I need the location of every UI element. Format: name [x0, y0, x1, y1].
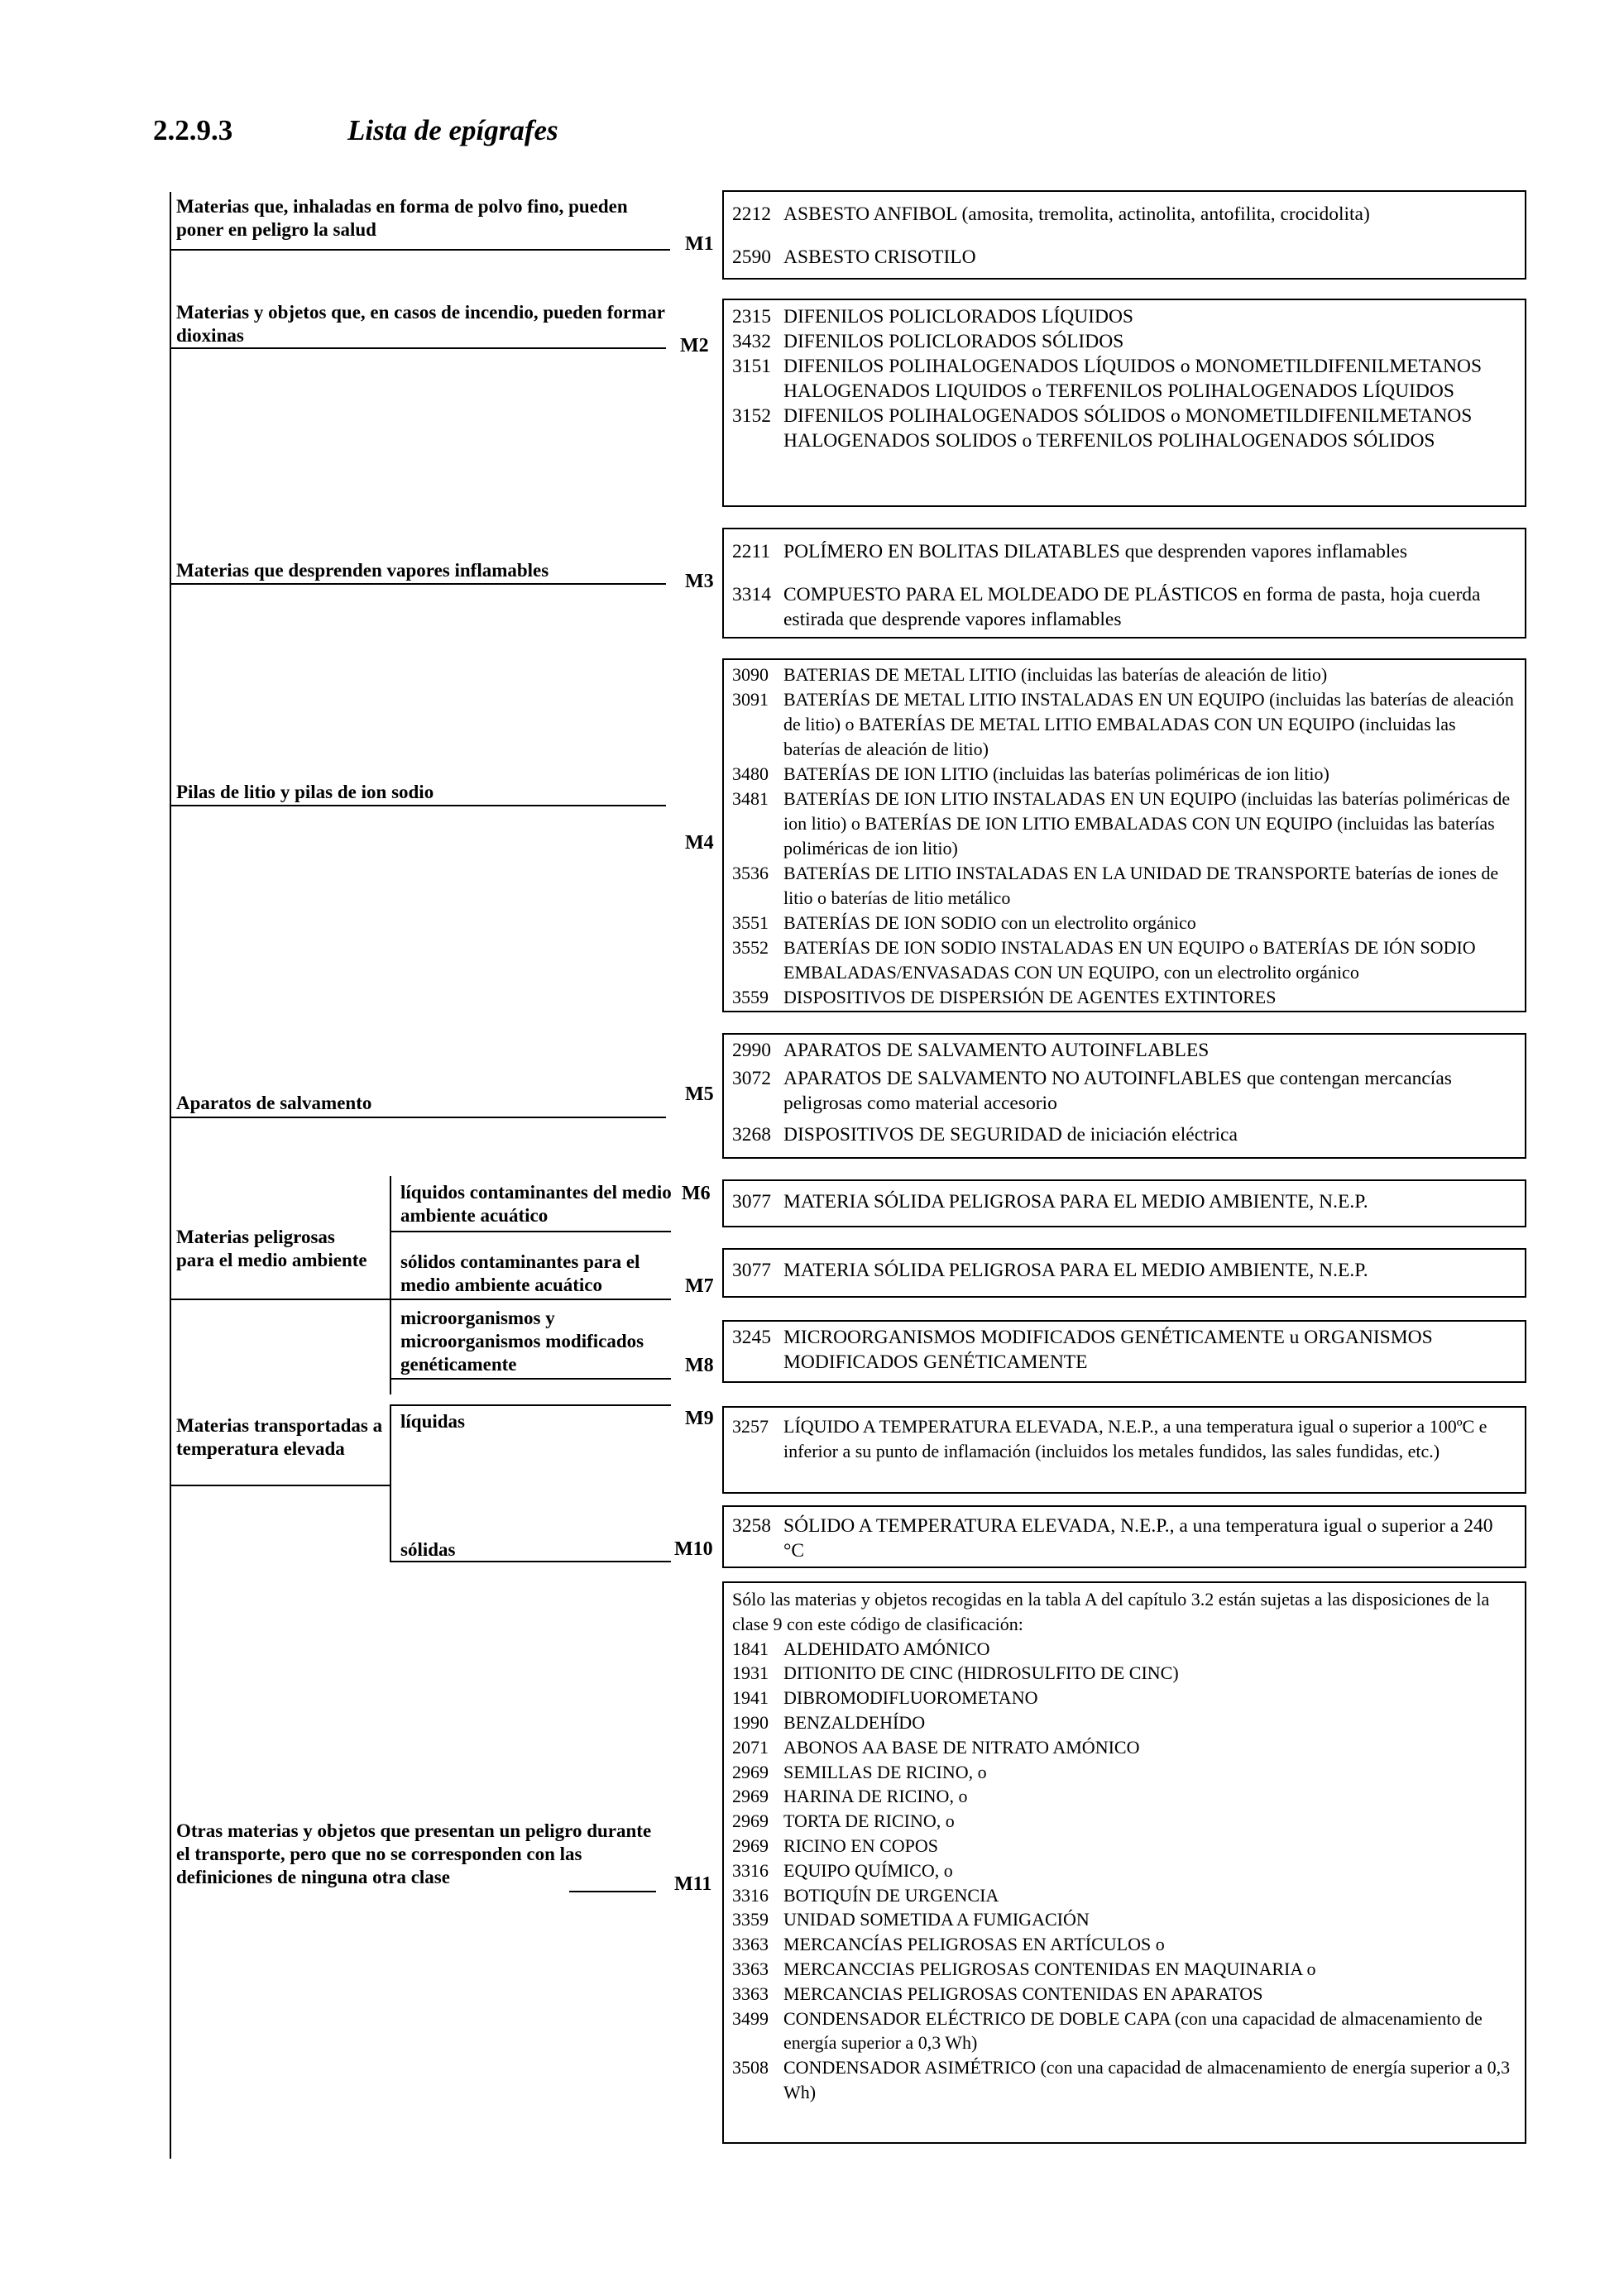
entry: 1941 DIBROMODIFLUOROMETANO [732, 1687, 1038, 1709]
entry: 3090 BATERIAS DE METAL LITIO (incluidas las baterías de aleación de litio) [732, 664, 1328, 685]
entries-box-m8 [722, 1320, 1526, 1383]
entry: 2969 SEMILLAS DE RICINO, o [732, 1761, 987, 1782]
group-label-temperature: Materias transportadas a temperatura elevada [176, 1415, 383, 1459]
entry: 3499 CONDENSADOR ELÉCTRICO DE DOBLE CAPA (con una capacidad de almacenamiento de energía superior a 0,3 Wh) [732, 2007, 1483, 2054]
code-m1: M1 [685, 233, 714, 255]
entry: 3359 UNIDAD SOMETIDA A FUMIGACIÓN [732, 1909, 1090, 1930]
entries-box-m11 [722, 1581, 1526, 2144]
entry: 3151 DIFENILOS POLIHALOGENADOS LÍQUIDOS o MONOMETILDIFENILMETANOS HALOGENADOS LIQUIDOS o TERFENILOS POLIHALOGENADOS LÍQUIDOS [732, 356, 1483, 402]
code-m4: M4 [685, 832, 714, 854]
entry: 3152 DIFENILOS POLIHALOGENADOS SÓLIDOS o MONOMETILDIFENILMETANOS HALOGENADOS SOLIDOS o TERFENILOS POLIHALOGENADOS SÓLIDOS [732, 405, 1473, 452]
entries-box-m3 [722, 528, 1526, 639]
tree-main-line [170, 192, 171, 2159]
entry: 3091 BATERÍAS DE METAL LITIO INSTALADAS EN UN EQUIPO (incluidas las baterías de aleación de litio) o BATERÍAS DE METAL LITIO EMBALADAS CON UN EQUIPO (incluidas las baterías de aleación de litio) [732, 689, 1514, 759]
code-m7: M7 [685, 1275, 714, 1297]
entries-box-m1 [722, 190, 1526, 280]
subgroup-label-m8: microorganismos y microorganismos modificados genéticamente [400, 1308, 644, 1375]
entry: 3559 DISPOSITIVOS DE DISPERSIÓN DE AGENTES EXTINTORES [732, 987, 1277, 1007]
subtree-line-environment [390, 1176, 391, 1394]
entry: 3363 MERCANCIAS PELIGROSAS CONTENIDAS EN APARATOS [732, 1983, 1263, 2004]
entry: 3481 BATERÍAS DE ION LITIO INSTALADAS EN UN EQUIPO (incluidas las baterías poliméricas de ion litio) o BATERÍAS DE ION LITIO EMBALADAS CON UN EQUIPO (incluidas las baterías poliméricas de ion litio) [732, 788, 1511, 859]
entry: 1841 ALDEHIDATO AMÓNICO [732, 1638, 990, 1659]
entry: 2969 TORTA DE RICINO, o [732, 1810, 955, 1832]
entry: 3072 APARATOS DE SALVAMENTO NO AUTOINFLABLES que contengan mercancías peligrosas como material accesorio [732, 1068, 1452, 1114]
entry: 3257 LÍQUIDO A TEMPERATURA ELEVADA, N.E.P., a una temperatura igual o superior a 100ºC e inferior a su punto de inflamación (incluidos los metales fundidos, las sales fundidas, etc.) [732, 1416, 1487, 1461]
entry: 3363 MERCANCÍAS PELIGROSAS EN ARTÍCULOS o [732, 1934, 1165, 1955]
subgroup-label-m7: sólidos contaminantes para el medio ambiente acuático [400, 1251, 640, 1295]
group-label-m3: Materias que desprenden vapores inflamables [176, 560, 549, 581]
entries-intro-m11: Sólo las materias y objetos recogidas en la tabla A del capítulo 3.2 están sujetas a las disposiciones de la clase 9 con este código de clasificación: [732, 1589, 1490, 1634]
entry: 3245 MICROORGANISMOS MODIFICADOS GENÉTICAMENTE u ORGANISMOS MODIFICADOS GENÉTICAMENTE [732, 1327, 1433, 1373]
entries-box-m4 [722, 658, 1526, 1012]
subgroup-underline-m7 [390, 1299, 671, 1300]
entry: 3314 COMPUESTO PARA EL MOLDEADO DE PLÁSTICOS en forma de pasta, hoja cuerda estirada que desprende vapores inflamables [732, 584, 1481, 630]
entry: 3551 BATERÍAS DE ION SODIO con un electrolito orgánico [732, 912, 1196, 933]
code-m3: M3 [685, 571, 714, 592]
entry: 3480 BATERÍAS DE ION LITIO (incluidas las baterías poliméricas de ion litio) [732, 763, 1329, 784]
group-label-environment: Materias peligrosas para el medio ambiente [176, 1227, 367, 1270]
group-underline-m2 [170, 347, 666, 349]
group-underline-temperature [170, 1485, 391, 1486]
entry: 2969 HARINA DE RICINO, o [732, 1786, 968, 1807]
subgroup-label-m6: líquidos contaminantes del medio ambiente acuático [400, 1182, 672, 1226]
subgroup-topline-m9 [390, 1404, 671, 1406]
subtree-line-temperature [390, 1404, 391, 1562]
group-label-m1: Materias que, inhaladas en forma de polvo fino, pueden poner en peligro la salud [176, 196, 628, 240]
entry: 3432 DIFENILOS POLICLORADOS SÓLIDOS [732, 331, 1124, 352]
subgroup-underline-m8 [390, 1378, 671, 1380]
code-m6: M6 [682, 1183, 711, 1204]
entry: 2211 POLÍMERO EN BOLITAS DILATABLES que desprenden vapores inflamables [732, 541, 1407, 562]
entry: 2590 ASBESTO CRISOTILO [732, 246, 976, 268]
entries-box-m9 [722, 1406, 1526, 1494]
subgroup-underline-m6 [390, 1231, 671, 1232]
entry: 2315 DIFENILOS POLICLORADOS LÍQUIDOS [732, 306, 1133, 328]
entry: 3552 BATERÍAS DE ION SODIO INSTALADAS EN UN EQUIPO o BATERÍAS DE IÓN SODIO EMBALADAS/ENVASADAS CON UN EQUIPO, con un electrolito orgánico [732, 937, 1476, 983]
entries-box-m10 [722, 1505, 1526, 1568]
entry: 3077 MATERIA SÓLIDA PELIGROSA PARA EL MEDIO AMBIENTE, N.E.P. [732, 1260, 1368, 1281]
entries-box-m5 [722, 1033, 1526, 1159]
entries-box-m6 [722, 1179, 1526, 1227]
code-m11: M11 [674, 1873, 712, 1895]
group-label-m4: Pilas de litio y pilas de ion sodio [176, 782, 434, 802]
entry: 3316 BOTIQUÍN DE URGENCIA [732, 1884, 999, 1906]
entry: 2990 APARATOS DE SALVAMENTO AUTOINFLABLES [732, 1040, 1210, 1061]
entry: 3258 SÓLIDO A TEMPERATURA ELEVADA, N.E.P., a una temperatura igual o superior a 240 °C [732, 1515, 1493, 1562]
code-m8: M8 [685, 1355, 714, 1376]
section-number: 2.2.9.3 [153, 114, 233, 146]
group-underline-m4 [170, 805, 666, 806]
entry: 2969 RICINO EN COPOS [732, 1834, 939, 1856]
group-label-m11: Otras materias y objetos que presentan un peligro durante el transporte, pero que no se corresponden con las definiciones de ninguna otra clase [176, 1820, 652, 1887]
group-underline-m3 [170, 583, 666, 585]
entry: 3268 DISPOSITIVOS DE SEGURIDAD de iniciación eléctrica [732, 1124, 1238, 1146]
subgroup-label-m10: sólidas [400, 1539, 456, 1560]
entry: 3363 MERCANCCIAS PELIGROSAS CONTENIDAS EN MAQUINARIA o [732, 1958, 1316, 1979]
group-underline-m5 [170, 1117, 666, 1118]
group-label-m2: Materias y objetos que, en casos de incendio, pueden formar dioxinas [176, 302, 665, 346]
entry: 1990 BENZALDEHÍDO [732, 1711, 926, 1733]
entry: 2071 ABONOS AA BASE DE NITRATO AMÓNICO [732, 1736, 1140, 1758]
group-underline-m1 [170, 249, 670, 251]
entry: 3316 EQUIPO QUÍMICO, o [732, 1859, 953, 1881]
code-m2: M2 [680, 335, 709, 356]
section-title: Lista de epígrafes [347, 114, 558, 146]
code-m9: M9 [685, 1408, 714, 1429]
entry: 2212 ASBESTO ANFIBOL (amosita, tremolita, actinolita, antofilita, crocidolita) [732, 203, 1370, 225]
entry: 3077 MATERIA SÓLIDA PELIGROSA PARA EL MEDIO AMBIENTE, N.E.P. [732, 1191, 1368, 1213]
subgroup-underline-m10 [390, 1561, 671, 1562]
group-underline-environment [170, 1299, 391, 1300]
group-underline-m11 [569, 1891, 656, 1892]
subgroup-label-m9: líquidas [400, 1411, 465, 1432]
entry: 3508 CONDENSADOR ASIMÉTRICO (con una capacidad de almacenamiento de energía superior a 0,3 Wh) [732, 2057, 1511, 2102]
entry: 1931 DITIONITO DE CINC (HIDROSULFITO DE CINC) [732, 1662, 1179, 1684]
code-m5: M5 [685, 1083, 714, 1105]
group-label-m5: Aparatos de salvamento [176, 1093, 372, 1113]
entries-box-m7 [722, 1248, 1526, 1298]
entries-box-m2 [722, 299, 1526, 507]
entry: 3536 BATERÍAS DE LITIO INSTALADAS EN LA UNIDAD DE TRANSPORTE baterías de iones de litio o baterías de litio metálico [732, 863, 1499, 908]
code-m10: M10 [674, 1538, 713, 1560]
